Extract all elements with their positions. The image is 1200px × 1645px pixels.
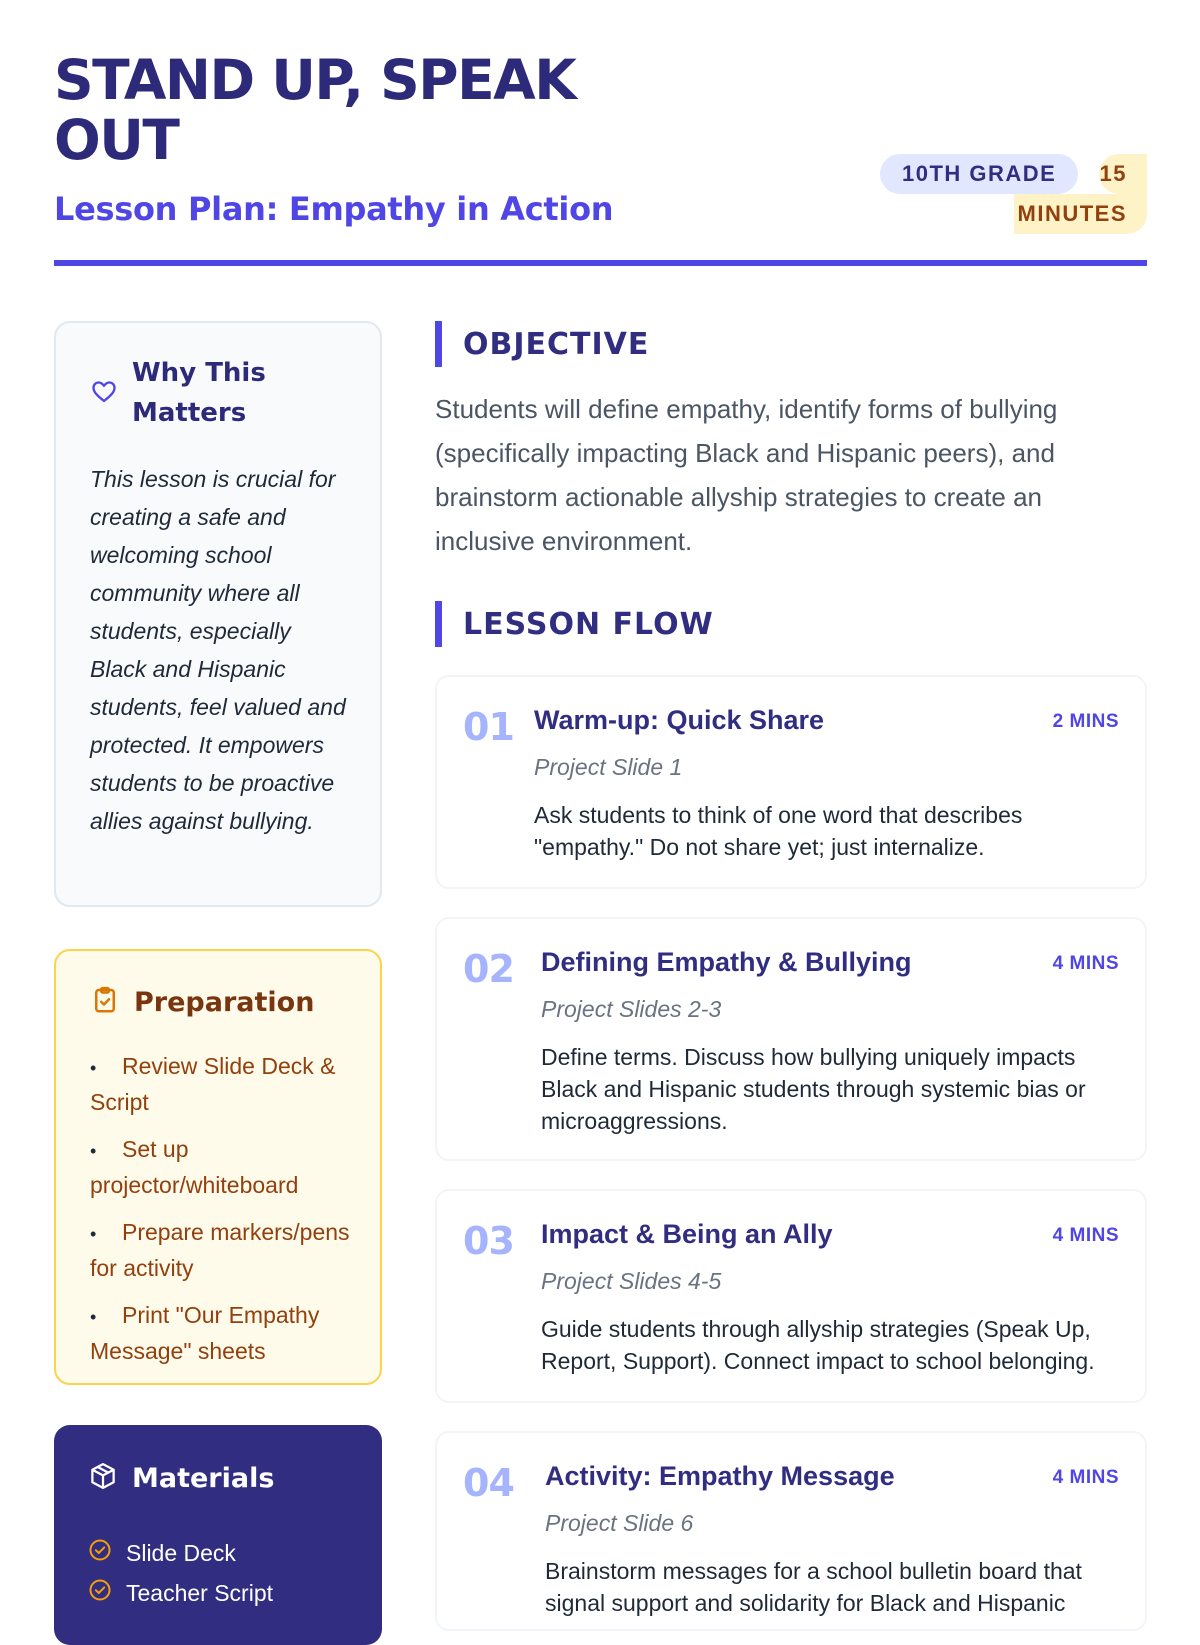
step-title: Activity: Empathy Message — [545, 1461, 895, 1491]
step-title: Defining Empathy & Bullying — [541, 947, 912, 977]
why-this-matters-title: Why This Matters — [132, 358, 266, 428]
step-slide: Project Slide 1 — [534, 754, 683, 780]
lesson-step — [435, 675, 1147, 889]
step-duration: 4 MINS — [1052, 1225, 1119, 1246]
check-circle-icon — [88, 1578, 112, 1608]
step-duration: 2 MINS — [1052, 711, 1119, 732]
lesson-step — [435, 1431, 1147, 1631]
lesson-flow-heading: LESSON FLOW — [435, 601, 714, 647]
list-item: • Prepare markers/pens for activity — [90, 1219, 350, 1281]
list-item: Slide Deck — [88, 1533, 273, 1573]
step-duration: 4 MINS — [1052, 1467, 1119, 1488]
step-title: Impact & Being an Ally — [541, 1219, 833, 1249]
step-slide: Project Slides 4-5 — [541, 1268, 722, 1294]
step-slide: Project Slides 2-3 — [541, 996, 722, 1022]
preparation-card — [54, 949, 382, 1385]
lesson-plan-page — [54, 0, 1147, 1616]
why-this-matters-card — [54, 321, 382, 907]
heart-icon — [90, 377, 118, 410]
objective-text: Students will define empathy, identify forms of bullying (specifically impacting Black and Hispanic peers), and brainstorm actionable allyship strategies to create an inclusive environment. — [435, 394, 1058, 556]
step-slide: Project Slide 6 — [545, 1510, 694, 1536]
lesson-step — [435, 1189, 1147, 1403]
materials-title: Materials — [132, 1463, 275, 1494]
list-item: • Review Slide Deck & Script — [90, 1053, 336, 1115]
cube-icon — [88, 1461, 118, 1496]
step-description: Guide students through allyship strategies (Speak Up, Report, Support). Connect impact to school belonging. — [541, 1316, 1095, 1374]
clipboard-check-icon — [90, 985, 120, 1020]
lesson-step — [435, 917, 1147, 1161]
materials-card — [54, 1425, 382, 1645]
step-number: 04 — [463, 1461, 514, 1505]
preparation-title: Preparation — [134, 987, 315, 1018]
materials-list — [88, 1533, 273, 1613]
grade-badge: 10TH GRADE — [880, 154, 1078, 194]
step-description: Ask students to think of one word that describes "empathy." Do not share yet; just internalize. — [534, 802, 1023, 860]
header-divider — [54, 260, 1147, 266]
list-item: Teacher Script — [88, 1573, 273, 1613]
why-this-matters-text: This lesson is crucial for creating a safe and welcoming school community where all students, especially Black and Hispanic students, feel valued and protected. It empowers students to be proactive allies against bullying. — [90, 466, 346, 834]
step-number: 01 — [463, 705, 514, 749]
check-circle-icon — [88, 1538, 112, 1568]
step-title: Warm-up: Quick Share — [534, 705, 825, 735]
objective-heading: OBJECTIVE — [435, 321, 649, 367]
step-description: Brainstorm messages for a school bulletin board that signal support and solidarity for Black and Hispanic — [545, 1558, 1082, 1616]
step-duration: 4 MINS — [1052, 953, 1119, 974]
page-title: STAND UP, SPEAK OUT — [54, 48, 576, 172]
page-subtitle: Lesson Plan: Empathy in Action — [54, 190, 614, 228]
preparation-list — [90, 1049, 358, 1381]
list-item: • Set up projector/whiteboard — [90, 1136, 299, 1198]
step-description: Define terms. Discuss how bullying uniquely impacts Black and Hispanic students through systemic bias or microaggressions. — [541, 1044, 1086, 1134]
duration-badge — [1014, 154, 1147, 234]
step-number: 02 — [463, 947, 514, 991]
step-number: 03 — [463, 1219, 514, 1263]
list-item: • Print "Our Empathy Message" sheets — [90, 1302, 320, 1364]
duration-badge-label: 15 MINUTES — [1017, 161, 1127, 226]
